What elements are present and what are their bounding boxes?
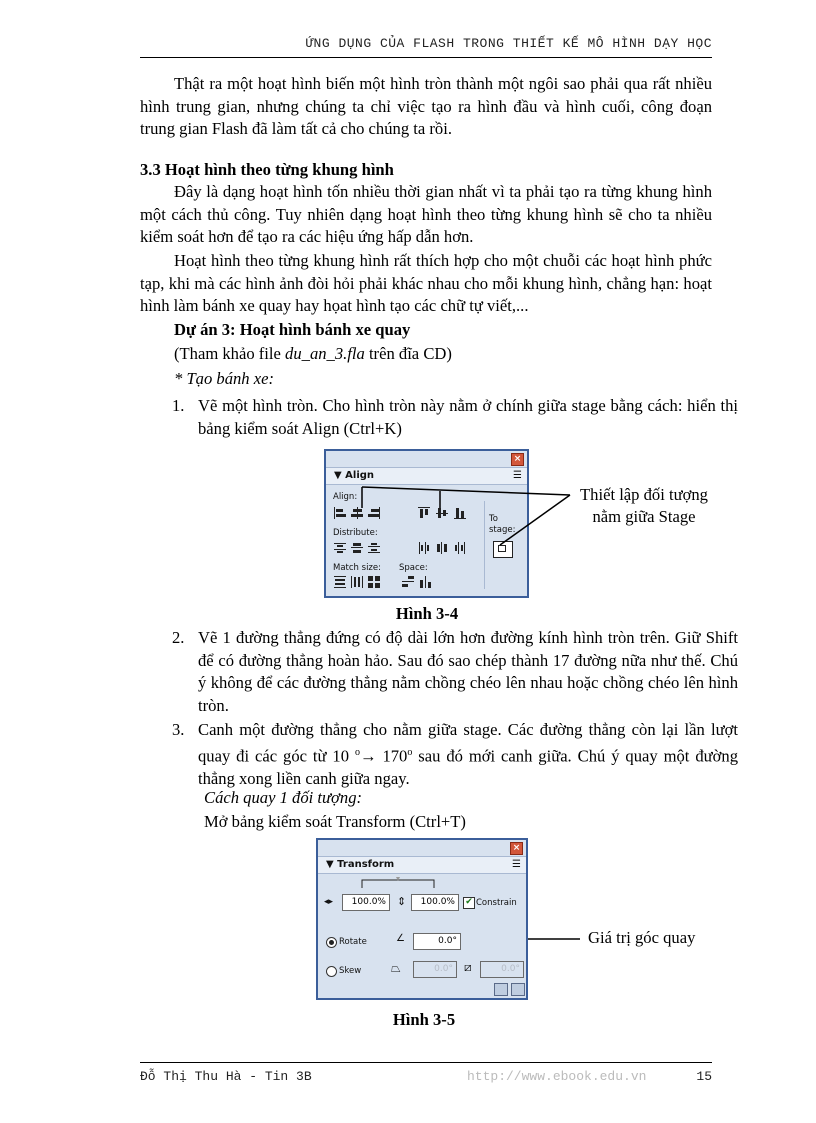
height-arrows-icon: ⇕ — [397, 895, 407, 908]
step-3 — [172, 719, 738, 790]
skew-label: Skew — [339, 966, 362, 976]
create-wheel-label: * Tạo bánh xe: — [174, 369, 275, 388]
transform-callout: Giá trị góc quay — [588, 928, 696, 947]
skew-horizontal-icon: ⏢ — [391, 961, 401, 975]
page-number: 15 — [696, 1069, 712, 1084]
step-3-text-b: 170 — [376, 746, 408, 766]
close-icon[interactable]: × — [511, 453, 524, 466]
constrain-bracket — [358, 876, 438, 892]
intro-paragraph: Thật ra một hoạt hình biến một hình tròn thành một ngôi sao phải qua rất nhiều hình trung gian, nhưng chúng ta chỉ việc tạo ra hình đầu và hình cuối, công đoạn trung gian Flash đã làm tất cả cho chúng ta rồi. — [140, 74, 712, 138]
space-label: Space: — [399, 563, 428, 573]
rotate-howto: Cách quay 1 đối tượng: — [204, 788, 363, 807]
skew-horizontal-input[interactable]: 0.0° — [413, 961, 457, 978]
skew-vertical-input[interactable]: 0.0° — [480, 961, 524, 978]
reset-transform-icon[interactable] — [511, 983, 525, 996]
rotate-label: Rotate — [339, 937, 367, 947]
open-transform-text: Mở bảng kiểm soát Transform (Ctrl+T) — [204, 812, 466, 831]
reference-suffix: trên đĩa CD) — [364, 344, 452, 363]
section-heading: 3.3 Hoạt hình theo từng khung hình — [140, 160, 394, 179]
options-menu-icon[interactable]: ☰ — [512, 859, 521, 870]
transform-panel — [316, 838, 528, 1000]
step-3-degree-a: o — [354, 746, 360, 758]
transform-panel-title: Transform — [337, 859, 395, 870]
transform-panel-header[interactable]: ▼ Transform ☰ — [318, 856, 526, 874]
paragraph-1: Đây là dạng hoạt hình tốn nhiều thời gian nhất vì ta phải tạo ra từng khung hình một cách thủ công. Tuy nhiên dạng hoạt hình theo từng khung hình sẽ cho ta nhiều kiểm soát hơn để tạo ra các hiệu ứng hấp dẫn hơn. — [140, 182, 712, 246]
constrain-checkbox[interactable]: ✔ — [463, 897, 475, 909]
rotate-radio[interactable] — [326, 937, 337, 948]
align-label: Align: — [333, 492, 358, 502]
copy-and-apply-transform-icon[interactable] — [494, 983, 508, 996]
constrain-label: Constrain — [476, 898, 517, 908]
step-2-text: Vẽ 1 đường thẳng đứng có độ dài lớn hơn đường kính hình tròn trên. Giữ Shift để có đường thẳng hoàn hảo. Sau đó sao chép thành 17 đường nữa như thế. Chú ý không để các đường thẳng nằm chồng chéo lên nhau hoặc chồng chéo lên hình tròn. — [198, 628, 738, 715]
height-scale-input[interactable]: 100.0% — [411, 894, 459, 911]
step-2 — [172, 627, 738, 717]
align-callout — [573, 484, 715, 528]
options-menu-icon[interactable]: ☰ — [513, 470, 522, 481]
reference-file: du_an_3.fla — [285, 344, 365, 363]
step-1-text: Vẽ một hình tròn. Cho hình tròn này nằm ở chính giữa stage bằng cách: hiển thị bảng kiểm soát Align (Ctrl+K) — [198, 396, 738, 438]
skew-radio[interactable] — [326, 966, 337, 977]
angle-icon: ∠ — [396, 933, 405, 944]
align-callout-line-2: nằm giữa Stage — [592, 507, 696, 526]
step-3-text-c: sau đó mới canh giữa. Chú ý quay một đường thẳng xong liền canh giữa ngay. — [198, 746, 738, 788]
project-title: Dự án 3: Hoạt hình bánh xe quay — [174, 320, 411, 339]
footer-url[interactable]: http://www.ebook.edu.vn — [467, 1069, 647, 1084]
reference-prefix: (Tham khảo file — [174, 344, 286, 363]
align-callout-line-1: Thiết lập đối tượng — [580, 485, 708, 504]
footer-author: Đỗ Thị Thu Hà - Tin 3B — [140, 1069, 312, 1084]
align-panel-header[interactable]: ▼ Align ☰ — [326, 467, 527, 485]
step-3-degree-b: o — [407, 746, 413, 758]
figure-caption-3-5: Hình 3-5 — [392, 1010, 456, 1029]
width-scale-input[interactable]: 100.0% — [342, 894, 390, 911]
align-panel-title: Align — [345, 470, 375, 481]
step-3-text-a: Canh một đường thẳng cho nằm giữa stage. Các đường thẳng còn lại lần lượt quay đi các góc từ 10 — [198, 720, 738, 766]
running-header: ỨNG DỤNG CỦA FLASH TRONG THIẾT KẾ MÔ HÌNH DẠY HỌC — [305, 36, 712, 51]
figure-caption-3-4: Hình 3-4 — [395, 604, 459, 623]
step-1-number: 1. — [172, 396, 185, 415]
skew-vertical-icon: ⧄ — [464, 960, 472, 974]
paragraph-2: Hoạt hình theo từng khung hình rất thích hợp cho một chuỗi các hoạt hình phức tạp, khi mà các hình ảnh đòi hỏi phải khác nhau cho mỗi khung hình, chẳng hạn: hoạt hình làm bánh xe quay hay họat hình tạo các chữ tự viết,... — [140, 251, 712, 315]
to-stage-label: To stage: — [489, 514, 516, 535]
match-size-label: Match size: — [333, 563, 381, 573]
close-icon[interactable]: × — [510, 842, 523, 855]
arrow-right-icon: → — [359, 746, 377, 766]
distribute-label: Distribute: — [333, 528, 378, 538]
step-3-number: 3. — [172, 720, 185, 739]
transform-panel-titlebar — [318, 840, 526, 856]
rotate-angle-input[interactable]: 0.0° — [413, 933, 461, 950]
footer-rule — [140, 1062, 712, 1063]
width-arrows-icon: ◂▸ — [324, 897, 334, 907]
step-2-number: 2. — [172, 628, 185, 647]
